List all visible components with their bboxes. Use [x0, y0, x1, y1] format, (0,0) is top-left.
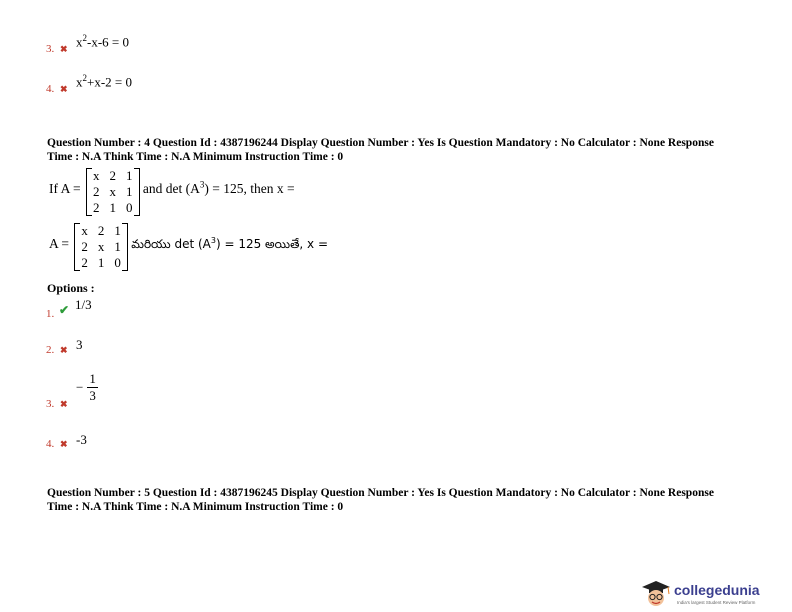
options-label: Options : [47, 281, 95, 295]
question-4-header: Question Number : 4 Question Id : 4387196244 Display Question Number : Yes Is Question Mandatory : No Calculator : None Response Time : N.A Think Time : N.A Minimum Instruction Time : 0 [47, 137, 714, 163]
question-4-english: If A = x 2 1 2 x 1 2 1 0 and $\det (A^3) = 125$, then x = [49, 168, 295, 215]
cross-icon: ✖ [60, 345, 68, 355]
graduate-mascot-icon [640, 580, 672, 608]
collegedunia-logo: collegedunia India's largest Student Review Platform [640, 580, 788, 608]
option-text: 3 [76, 337, 83, 352]
cross-icon: ✖ [60, 439, 68, 449]
question-4-telugu: A = x 2 1 2 x 1 2 1 0 మరియు $\det (A^3) = 125$ అయితే, x = [49, 223, 329, 270]
option-text: − $\frac{1}{3}$ [76, 371, 96, 403]
cross-icon: ✖ [60, 44, 68, 54]
option-text: $x^2-x-6 = 0$ [76, 33, 129, 50]
cross-icon: ✖ [60, 84, 68, 94]
option-text: 1/3 [75, 297, 92, 312]
check-icon: ✔ [59, 303, 70, 317]
question-5-header: Question Number : 5 Question Id : 4387196245 Display Question Number : Yes Is Question Mandatory : No Calculator : None Response Time : N.A Think Time : N.A Minimum Instruction Time : 0 [47, 487, 714, 513]
option-text: $x^2+x-2 = 0$ [76, 73, 132, 90]
cross-icon: ✖ [60, 399, 68, 409]
matrix-a: x 2 1 2 x 1 2 1 0 [86, 168, 140, 216]
option-text: -3 [76, 432, 87, 447]
matrix-a-telugu: x 2 1 2 x 1 2 1 0 [74, 223, 128, 271]
